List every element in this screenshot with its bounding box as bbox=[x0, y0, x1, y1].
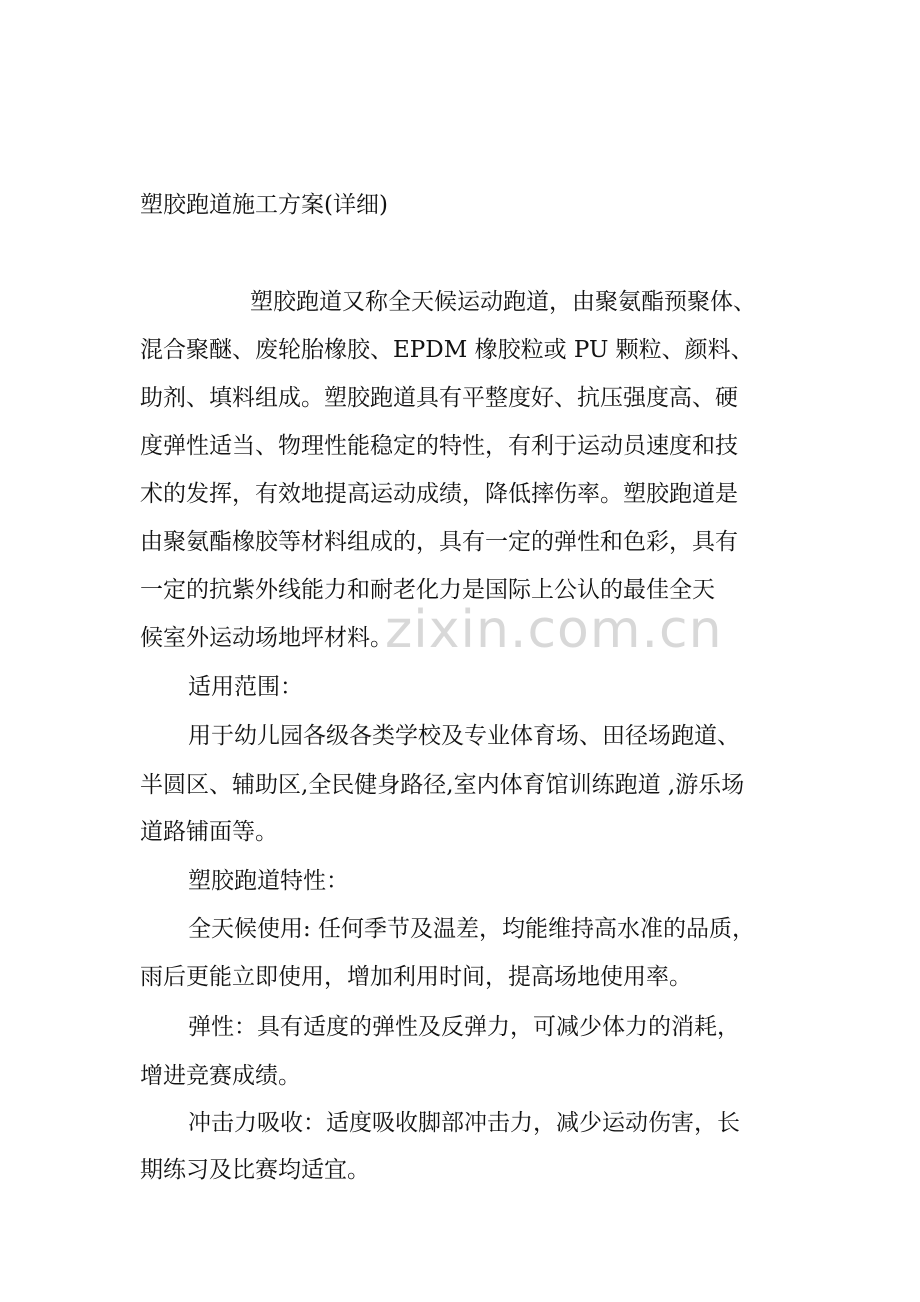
document-title: 塑胶跑道施工方案(详细) bbox=[140, 192, 388, 218]
paragraph-scope-line-1: 用于幼儿园各级各类学校及专业体育场、田径场跑道、 bbox=[188, 723, 740, 749]
paragraph-intro-line-6: 由聚氨酯橡胶等材料组成的，具有一定的弹性和色彩，具有 bbox=[140, 529, 738, 555]
paragraph-impact-line-1: 冲击力吸收：适度吸收脚部冲击力，减少运动伤害，长 bbox=[188, 1110, 740, 1136]
paragraph-intro-line-1: 塑胶跑道又称全天候运动跑道，由聚氨酯预聚体、 bbox=[250, 289, 756, 315]
paragraph-intro-line-4: 度弹性适当、物理性能稳定的特性，有利于运动员速度和技 bbox=[140, 433, 738, 459]
paragraph-scope-line-2: 半圆区、辅助区,全民健身路径,室内体育馆训练跑道 ,游乐场 bbox=[140, 772, 745, 798]
paragraph-intro-line-8: 候室外运动场地坪材料。 bbox=[140, 625, 393, 651]
watermark: zixin.com.cn bbox=[385, 600, 723, 660]
paragraph-elasticity-line-1: 弹性：具有适度的弹性及反弹力，可减少体力的消耗， bbox=[188, 1014, 740, 1040]
paragraph-all-weather-line-1: 全天候使用: 任何季节及温差，均能维持高水准的品质， bbox=[188, 916, 756, 942]
paragraph-intro-line-2: 混合聚醚、废轮胎橡胶、EPDM 橡胶粒或 PU 颗粒、颜料、 bbox=[140, 337, 754, 363]
paragraph-elasticity-line-2: 增进竞赛成绩。 bbox=[140, 1063, 301, 1089]
paragraph-impact-line-2: 期练习及比赛均适宜。 bbox=[140, 1157, 370, 1183]
paragraph-intro-line-3: 助剂、填料组成。塑胶跑道具有平整度好、抗压强度高、硬 bbox=[140, 385, 738, 411]
paragraph-all-weather-line-2: 雨后更能立即使用，增加利用时间，提高场地使用率。 bbox=[140, 964, 692, 990]
section-heading-scope: 适用范围： bbox=[188, 674, 303, 700]
section-heading-features: 塑胶跑道特性： bbox=[188, 868, 349, 894]
paragraph-scope-line-3: 道路铺面等。 bbox=[140, 819, 278, 845]
paragraph-intro-line-7: 一定的抗紫外线能力和耐老化力是国际上公认的最佳全天 bbox=[140, 577, 715, 603]
paragraph-intro-line-5: 术的发挥，有效地提高运动成绩，降低摔伤率。塑胶跑道是 bbox=[140, 481, 738, 507]
